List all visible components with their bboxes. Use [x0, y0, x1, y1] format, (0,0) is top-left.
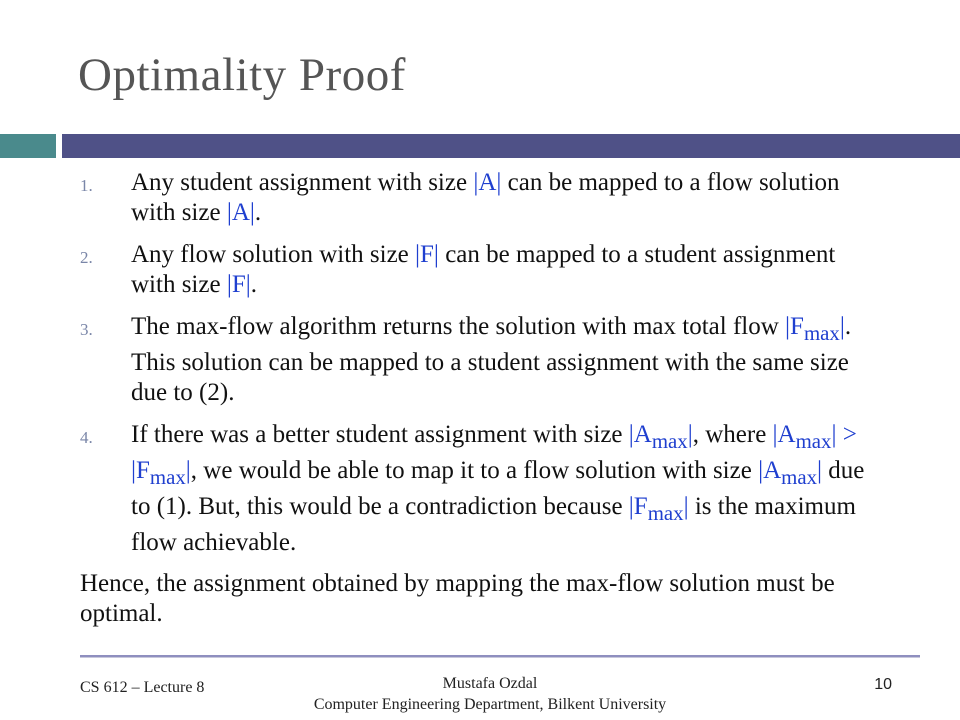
highlighted-term: |: [816, 457, 822, 484]
highlighted-term: |F|: [415, 241, 439, 268]
highlighted-term: |A: [628, 421, 652, 448]
highlighted-term: |F: [628, 493, 648, 520]
highlighted-term: |A|: [226, 199, 255, 226]
footer-course: CS 612 – Lecture 8: [80, 679, 205, 696]
footer-credits: [280, 673, 700, 715]
list-item-4: [80, 420, 880, 558]
text-run: . This solution can be mapped to a student assignment with the same size due to (2).: [131, 313, 852, 406]
list-item-text: [131, 313, 851, 406]
list-item-number: 4.: [80, 428, 93, 447]
conclusion-text: Hence, the assignment obtained by mapping the max-flow solution must be optimal.: [80, 570, 835, 627]
text-run: Any student assignment with size: [131, 169, 474, 196]
highlighted-term: |A: [758, 457, 782, 484]
subscript-text: max: [803, 321, 840, 345]
list-item-3: [80, 312, 880, 408]
text-run: , we would be able to map it to a flow solution with size: [190, 457, 759, 484]
title-accent-bar: [62, 134, 960, 158]
text-run: Any flow solution with size: [131, 241, 416, 268]
highlighted-term: |A|: [473, 169, 502, 196]
highlighted-term: | > |F: [131, 421, 857, 484]
list-item-number: 1.: [80, 176, 93, 195]
highlighted-term: |: [683, 493, 689, 520]
text-run: due to (1). But, this would be a contradiction because: [131, 457, 865, 520]
text-run: , where: [692, 421, 773, 448]
text-run: can be mapped to a flow solution with size: [131, 169, 840, 226]
list-item-1: [80, 168, 880, 228]
list-item-text: [131, 421, 864, 556]
subscript-text: max: [647, 501, 684, 525]
title-accent-bar-left: [0, 134, 56, 158]
text-run: is the maximum flow achievable.: [131, 493, 856, 556]
highlighted-term: |F: [785, 313, 804, 340]
list-item-2: [80, 240, 880, 300]
list-item-text: [131, 169, 840, 226]
footer-divider: [80, 655, 920, 658]
subscript-text: max: [149, 465, 186, 489]
text-run: .: [254, 199, 262, 226]
page-number: 10: [874, 676, 892, 693]
highlighted-term: |: [687, 421, 693, 448]
text-run: can be mapped to a student assignment with size: [131, 241, 836, 298]
list-item-number: 3.: [80, 320, 93, 339]
highlighted-term: |F|: [226, 271, 251, 298]
subscript-text: max: [795, 429, 832, 453]
text-run: If there was a better student assignment with size: [131, 421, 629, 448]
footer-department: Computer Engineering Department, Bilkent University: [313, 696, 667, 713]
highlighted-term: |: [839, 313, 845, 340]
highlighted-term: |: [185, 457, 191, 484]
text-run: The max-flow algorithm returns the solution with max total flow: [131, 313, 786, 340]
slide-body: [80, 168, 880, 629]
subscript-text: max: [651, 429, 688, 453]
highlighted-term: |A: [772, 421, 796, 448]
text-run: .: [250, 271, 257, 298]
list-item-number: 2.: [80, 248, 93, 267]
subscript-text: max: [781, 465, 817, 489]
footer-author: Mustafa Ozdal: [442, 675, 538, 692]
slide-title: Optimality Proof: [78, 49, 406, 101]
list-item-text: [131, 241, 835, 298]
